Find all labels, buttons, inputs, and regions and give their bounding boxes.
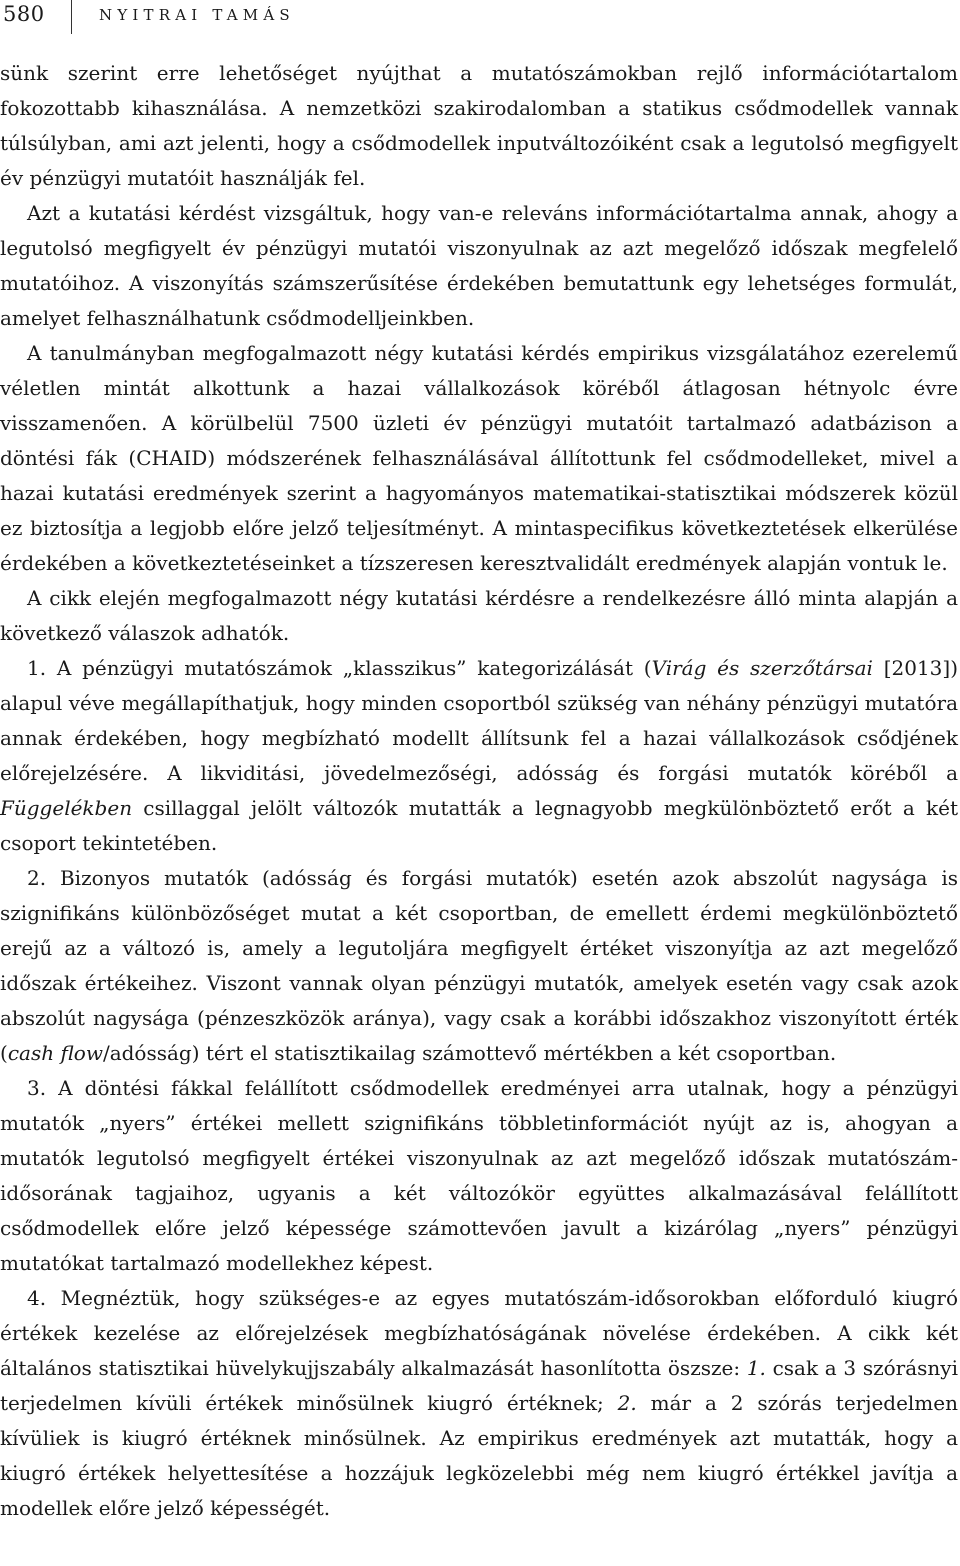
paragraph-text: csillaggal jelölt változók mutatták a legnagyobb megkülönböztető erőt a két csoport tekintetében. — [0, 796, 958, 855]
paragraph-text: 3. A döntési fákkal felállított csődmodellek eredményei arra utalnak, hogy a pénzügyi mutatók „nyers” értékei mellett szignifikáns többletinformációt nyújt az is, ahogyan a mutatók legutolsó megfigyelt értékei viszonyulnak az azt megelőző időszak mutatószám-idősorának tagjaihoz, ugyanis a két változókör együttes alkalmazásával felállított csődmodellek előre jelző képessége számottevően javult a kizárólag „nyers” pénzügyi mutatókat tartalmazó modellekhez képest. — [0, 1076, 958, 1275]
page-header — [0, 0, 960, 36]
paragraph — [0, 861, 958, 1071]
paragraph-text: már a 2 szórás terjedelmen kívüliek is kiugró értéknek minősülnek. Az empirikus eredmények azt mutatták, hogy a kiugró értékek helyettesítése a hozzájuk legközelebbi még nem kiugró értékkel javítja a modellek előre jelző képességét. — [0, 1391, 958, 1520]
paragraph-text: 2. Bizonyos mutatók (adósság és forgási mutatók) esetén azok abszolút nagysága is szignifikáns különbözőséget mutat a két csoportban, de emellett érdemi megkülönböztető erejű az a változó is, amely a legutoljára megfigyelt értéket viszonyítja az azt megelőző időszak értékeihez. Viszont vannak olyan pénzügyi mutatók, amelyek esetén vagy csak azok abszolút nagysága (pénzeszközök aránya), vagy csak a korábbi időszakhoz viszonyított érték ( — [0, 866, 958, 1065]
paragraph-text: 4. Megnéztük, hogy szükséges-e az egyes mutatószám-idősorokban előforduló kiugró értékek kezelése az előrejelzések megbízhatóságának növelése érdekében. A cikk két általános statisztikai hüvelykujjszabály alkalmazását hasonlította öszsze: — [0, 1286, 958, 1380]
paragraph — [0, 1071, 958, 1281]
paragraph-text: A tanulmányban megfogalmazott négy kutatási kérdés empirikus vizsgálatához ezerelemű véletlen mintát alkottunk a hazai vállalkozások köréből átlagosan hétnyolc évre visszamenően. A körülbelül 7500 üzleti év pénzügyi mutatóit tartalmazó adatbázison a döntési fák (CHAID) módszerének felhasználásával állítottunk fel csődmodelleket, mivel a hazai kutatási eredmények szerint a hagyományos matematikai-statisztikai módszerek közül ez biztosítja a legjobb előre jelző teljesítményt. A mintaspecifikus következtetések elkerülése érdekében a következtetéseinket a tízszeresen keresztvalidált eredmények alapján vontuk le. — [0, 341, 958, 575]
paragraph-text: sünk szerint erre lehetőséget nyújthat a mutatószámokban rejlő információtartalom fokozottabb kihasználása. A nemzetközi szakirodalomban a statikus csődmodellek vannak túlsúlyban, ami azt jelenti, hogy a csődmodellek inputváltozóiként csak a legutolsó megfigyelt év pénzügyi mutatóit használják fel. — [0, 61, 958, 190]
italic-text: Függelékben — [0, 796, 133, 820]
running-head-author: NYITRAI TAMÁS — [99, 6, 295, 24]
paragraph — [0, 196, 958, 336]
paragraph — [0, 1281, 958, 1526]
paragraph-text: Azt a kutatási kérdést vizsgáltuk, hogy van-e releváns információtartalma annak, ahogy a legutolsó megfigyelt év pénzügyi mutatói viszonyulnak az azt megelőző időszak megfelelő mutatóihoz. A viszonyítás számszerűsítése érdekében bemutattunk egy lehetséges formulát, amelyet felhasználhatunk csődmodelljeinkben. — [0, 201, 958, 330]
paragraph-text: csak a 3 szórásnyi terjedelmen kívüli értékek minősülnek kiugró értéknek; — [0, 1356, 958, 1415]
paragraph — [0, 651, 958, 861]
header-divider — [71, 0, 72, 34]
paragraph — [0, 56, 958, 196]
italic-text: cash flow — [7, 1041, 103, 1065]
paragraph-text: [2013]) alapul véve megállapíthatjuk, hogy minden csoportból szükség van néhány pénzügyi mutatóra annak érdekében, hogy megbízható modellt állítsunk fel a hazai vállalkozások csődjének előrejelzésére. A likviditási, jövedelmezőségi, adósság és forgási mutatók köréből a — [0, 656, 958, 785]
italic-text: 1. — [746, 1356, 766, 1380]
paragraph — [0, 581, 958, 651]
italic-text: Virág és szerzőtársai — [651, 656, 873, 680]
paragraph-text: /adósság) tért el statisztikailag számottevő mértékben a két csoportban. — [102, 1041, 837, 1065]
article-body — [0, 56, 958, 1526]
page-number: 580 — [3, 2, 45, 26]
italic-text: 2. — [617, 1391, 637, 1415]
paragraph-text: 1. A pénzügyi mutatószámok „klasszikus” kategorizálását ( — [27, 656, 652, 680]
paragraph-text: A cikk elején megfogalmazott négy kutatási kérdésre a rendelkezésre álló minta alapján a következő válaszok adhatók. — [0, 586, 958, 645]
paragraph — [0, 336, 958, 581]
